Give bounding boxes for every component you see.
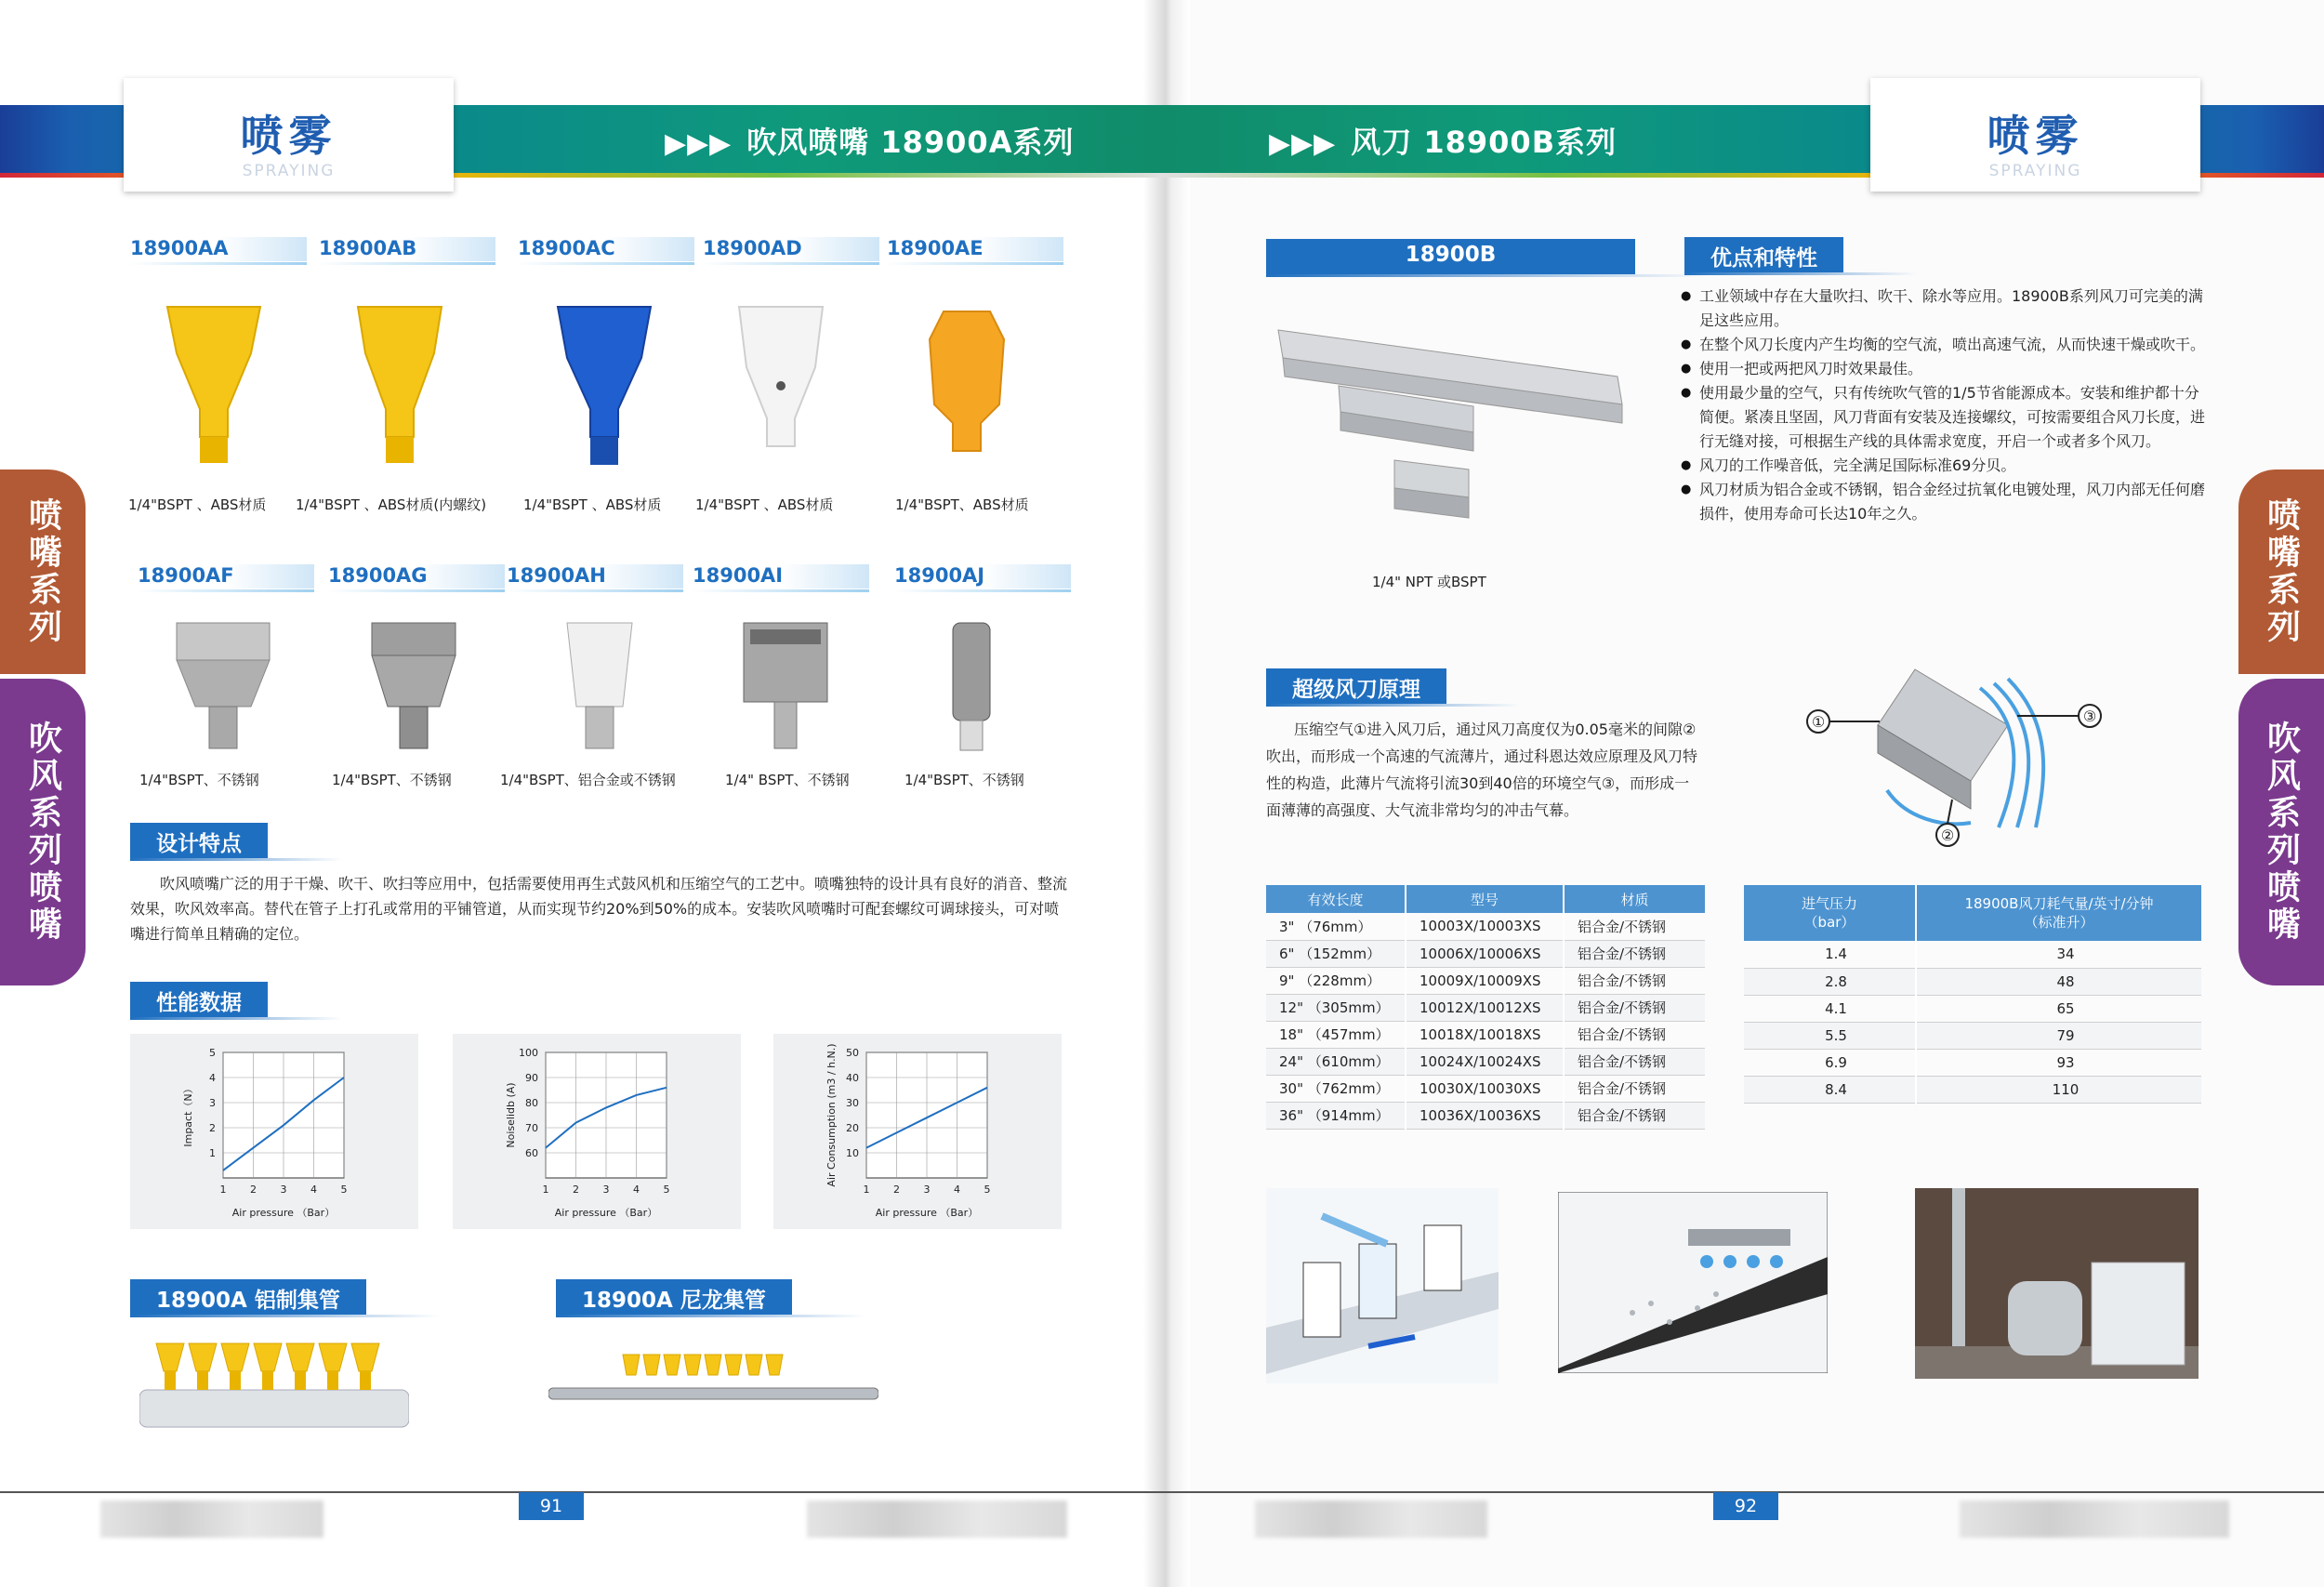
product-description: 1/4"BSPT、不锈钢	[139, 772, 259, 788]
table-row	[1744, 1022, 2201, 1049]
table-cell: 10030X/10030XS	[1406, 1075, 1564, 1102]
table-row	[1266, 994, 1705, 1021]
product-description: 1/4"BSPT、不锈钢	[332, 772, 452, 788]
table-row	[1266, 940, 1705, 967]
product-code: 18900AJ	[894, 564, 1071, 589]
page-number-right: 92	[1713, 1492, 1778, 1520]
table-row	[1744, 941, 2201, 968]
table-row	[1266, 913, 1705, 940]
y-tick-label: 70	[525, 1122, 538, 1134]
logo-en: SPRAYING	[242, 162, 336, 180]
x-tick-label: 3	[923, 1184, 931, 1196]
x-axis-label: Air pressure （Bar）	[875, 1207, 979, 1219]
table-cell: 铝合金/不锈钢	[1564, 1102, 1705, 1129]
diagram-label-1: ①	[1811, 713, 1826, 731]
table-cell: 10018X/10018XS	[1406, 1021, 1564, 1048]
table-cell: 10006X/10006XS	[1406, 940, 1564, 967]
table-cell: 5.5	[1744, 1022, 1916, 1049]
x-tick-label: 3	[280, 1184, 287, 1196]
pressure-table-body	[1744, 941, 2201, 1103]
table-cell: 10024X/10024XS	[1406, 1048, 1564, 1075]
table-header: 型号	[1406, 885, 1564, 913]
table-cell: 铝合金/不锈钢	[1564, 994, 1705, 1021]
logo-cn: 喷雾	[240, 111, 337, 161]
nozzle-ad-image	[730, 298, 832, 474]
logo-right	[1870, 78, 2200, 192]
x-tick-label: 1	[219, 1184, 227, 1196]
y-tick-label: 90	[525, 1072, 538, 1084]
y-axis-label: Noiselidb (A)	[505, 1082, 517, 1148]
feature-item: ● 风刀的工作噪音低，完全满足国际标准69分贝。	[1681, 454, 2211, 478]
product-description: 1/4"BSPT 、ABS材质	[128, 496, 267, 513]
air-consumption-chart	[773, 1034, 1062, 1229]
y-tick-label: 60	[525, 1147, 538, 1159]
y-tick-label: 80	[525, 1097, 538, 1109]
x-tick-label: 4	[954, 1184, 960, 1196]
air-knife-image	[1274, 302, 1636, 525]
table-cell: 30" （762mm）	[1266, 1075, 1406, 1102]
feature-item: ● 工业领域中存在大量吹扫、吹干、除水等应用。18900B系列风刀可完美的满足这些应用。	[1681, 284, 2211, 333]
table-cell: 铝合金/不锈钢	[1564, 913, 1705, 940]
features-list	[1681, 284, 2211, 526]
nozzle-ag-image	[367, 618, 460, 758]
table-cell: 36" （914mm）	[1266, 1102, 1406, 1129]
table-header-row	[1266, 885, 1705, 913]
feature-item: ● 使用一把或两把风刀时效果最佳。	[1681, 357, 2211, 381]
table-cell: 铝合金/不锈钢	[1564, 1021, 1705, 1048]
table-cell: 79	[1916, 1022, 2201, 1049]
table-cell: 4.1	[1744, 995, 1916, 1022]
product-code: 18900AD	[703, 237, 879, 261]
y-tick-label: 30	[846, 1097, 859, 1109]
table-header: 18900B风刀耗气量/英寸/分钟 （标准升）	[1916, 885, 2201, 941]
product-code: 18900AG	[328, 564, 505, 589]
table-cell: 铝合金/不锈钢	[1564, 1048, 1705, 1075]
table-row	[1266, 967, 1705, 994]
table-cell: 65	[1916, 995, 2201, 1022]
product-description: 1/4"BSPT 、ABS材质	[523, 496, 662, 513]
product-code: 18900AE	[887, 237, 1063, 261]
table-row	[1744, 968, 2201, 995]
product-code: 18900AB	[319, 237, 495, 261]
table-cell: 18" （457mm）	[1266, 1021, 1406, 1048]
aluminum-manifold-image	[139, 1339, 409, 1441]
length-table-body	[1266, 913, 1705, 1129]
diagram-label-3: ③	[2082, 708, 2097, 725]
product-code: 18900AH	[507, 564, 683, 589]
table-cell: 3" （76mm）	[1266, 913, 1406, 940]
x-tick-label: 2	[573, 1184, 579, 1196]
table-cell: 10009X/10009XS	[1406, 967, 1564, 994]
x-tick-label: 1	[863, 1184, 870, 1196]
product-description: 1/4"BSPT、ABS材质	[895, 496, 1029, 513]
table-cell: 93	[1916, 1049, 2201, 1076]
table-cell: 铝合金/不锈钢	[1564, 1075, 1705, 1102]
table-header-row	[1744, 885, 2201, 941]
nozzle-ae-image	[920, 302, 1013, 469]
logo-cn: 喷雾	[1987, 111, 2084, 161]
pressure-consumption-table	[1744, 885, 2201, 1104]
table-row	[1744, 1076, 2201, 1103]
side-tab-nozzle-series: 喷嘴系列	[0, 469, 86, 674]
side-tab-nozzle-series: 喷嘴系列	[2238, 469, 2324, 674]
side-tab-blow-series: 吹风系列喷嘴	[0, 679, 86, 985]
y-tick-label: 2	[209, 1122, 216, 1134]
table-cell: 6" （152mm）	[1266, 940, 1406, 967]
feature-item: ● 风刀材质为铝合金或不锈钢，铝合金经过抗氧化电镀处理，风刀内部无任何磨损件，使用寿命可长达10年之久。	[1681, 478, 2211, 526]
air-consumption-chart-svg	[773, 1034, 1062, 1229]
y-axis-label: Impact（N）	[182, 1083, 194, 1147]
y-tick-label: 10	[846, 1147, 859, 1159]
air-knife-caption: 1/4" NPT 或BSPT	[1372, 574, 1486, 590]
table-cell: 铝合金/不锈钢	[1564, 967, 1705, 994]
x-tick-label: 1	[542, 1184, 549, 1196]
blurred-footer-text	[1255, 1501, 1487, 1538]
blurred-footer-text	[1960, 1501, 2229, 1538]
design-features-heading: 设计特点	[130, 823, 268, 858]
arrow-icon: ▶▶▶	[665, 127, 733, 160]
table-cell: 6.9	[1744, 1049, 1916, 1076]
x-tick-label: 4	[310, 1184, 317, 1196]
nozzle-ac-image	[548, 298, 660, 474]
table-row	[1744, 1049, 2201, 1076]
nylon-manifold-heading: 18900A 尼龙集管	[556, 1279, 792, 1315]
x-tick-label: 2	[893, 1184, 900, 1196]
arrow-icon: ▶▶▶	[1269, 127, 1337, 160]
impact-chart	[130, 1034, 418, 1229]
impact-chart-svg	[130, 1034, 418, 1229]
book-gutter	[1143, 0, 1190, 1587]
x-tick-label: 4	[633, 1184, 640, 1196]
table-row	[1744, 995, 2201, 1022]
product-description: 1/4"BSPT、铝合金或不锈钢	[500, 772, 676, 788]
table-row	[1266, 1102, 1705, 1129]
blurred-footer-text	[100, 1501, 324, 1538]
aluminum-manifold-heading: 18900A 铝制集管	[130, 1279, 366, 1315]
y-tick-label: 1	[209, 1147, 216, 1159]
y-tick-label: 4	[209, 1072, 216, 1084]
diagram-label-2: ②	[1940, 827, 1955, 844]
application-image-conveyor	[1558, 1192, 1828, 1373]
product-description: 1/4"BSPT、不锈钢	[905, 772, 1024, 788]
table-row	[1266, 1075, 1705, 1102]
nozzle-aa-image	[158, 298, 270, 474]
product-description: 1/4"BSPT 、ABS材质(内螺纹)	[296, 496, 487, 513]
product-description: 1/4"BSPT 、ABS材质	[695, 496, 834, 513]
table-row	[1266, 1021, 1705, 1048]
table-cell: 24" （610mm）	[1266, 1048, 1406, 1075]
application-image-bottles	[1266, 1188, 1499, 1383]
features-heading: 优点和特性	[1684, 237, 1843, 272]
blurred-footer-text	[807, 1501, 1067, 1538]
y-tick-label: 20	[846, 1122, 859, 1134]
feature-item: ● 在整个风刀长度内产生均衡的空气流，喷出高速气流，从而快速干燥或吹干。	[1681, 333, 2211, 357]
table-cell: 铝合金/不锈钢	[1564, 940, 1705, 967]
product-code: 18900AI	[693, 564, 869, 589]
noise-chart	[453, 1034, 741, 1229]
table-cell: 1.4	[1744, 941, 1916, 968]
table-cell: 10012X/10012XS	[1406, 994, 1564, 1021]
table-cell: 8.4	[1744, 1076, 1916, 1103]
air-knife-principle-diagram	[1794, 651, 2110, 855]
noise-chart-svg	[453, 1034, 741, 1229]
nylon-manifold-image	[548, 1353, 878, 1408]
x-axis-label: Air pressure （Bar）	[554, 1207, 658, 1219]
length-spec-table	[1266, 885, 1705, 1130]
product-description: 1/4" BSPT、不锈钢	[725, 772, 850, 788]
x-tick-label: 2	[250, 1184, 257, 1196]
principle-heading: 超级风刀原理	[1266, 668, 1446, 704]
nozzle-ab-image	[349, 298, 451, 474]
table-row	[1266, 1048, 1705, 1075]
y-tick-label: 100	[519, 1047, 538, 1059]
y-tick-label: 5	[209, 1047, 216, 1059]
nozzle-aj-image	[944, 618, 999, 758]
table-cell: 110	[1916, 1076, 2201, 1103]
x-tick-label: 5	[984, 1184, 991, 1196]
feature-item: ● 使用最少量的空气，只有传统吹气管的1/5节省能源成本。安装和维护都十分简便。紧凑且坚固，风刀背面有安装及连接螺纹，可按需要组合风刀长度，进行无缝对接，可根据生产线的具体需求宽度，开启一个或者多个风刀。	[1681, 381, 2211, 454]
table-cell: 34	[1916, 941, 2201, 968]
nozzle-af-image	[172, 618, 274, 758]
product-18900b-heading: 18900B	[1266, 239, 1635, 274]
performance-data-heading: 性能数据	[130, 982, 268, 1017]
logo-left	[124, 78, 454, 192]
table-cell: 9" （228mm）	[1266, 967, 1406, 994]
table-cell: 10003X/10003XS	[1406, 913, 1564, 940]
product-code: 18900AA	[130, 237, 307, 261]
nozzle-ah-image	[562, 618, 637, 758]
y-axis-label: Air Consumption (m3 / h.N.)	[825, 1043, 838, 1187]
x-tick-label: 5	[340, 1184, 348, 1196]
table-header: 有效长度	[1266, 885, 1406, 913]
page-number-left: 91	[519, 1492, 584, 1520]
product-code: 18900AC	[518, 237, 694, 261]
logo-en: SPRAYING	[1988, 162, 2082, 180]
table-cell: 48	[1916, 968, 2201, 995]
page-title-right: ▶▶▶ 风刀 18900B系列	[1269, 125, 1618, 160]
x-tick-label: 5	[663, 1184, 670, 1196]
page-title-left: ▶▶▶ 吹风喷嘴 18900A系列	[665, 125, 1075, 160]
x-axis-label: Air pressure （Bar）	[231, 1207, 336, 1219]
table-header: 进气压力 （bar）	[1744, 885, 1916, 941]
y-tick-label: 3	[209, 1097, 216, 1109]
product-code: 18900AF	[138, 564, 314, 589]
table-cell: 2.8	[1744, 968, 1916, 995]
side-tab-blow-series: 吹风系列喷嘴	[2238, 679, 2324, 985]
table-cell: 10036X/10036XS	[1406, 1102, 1564, 1129]
table-header: 材质	[1564, 885, 1705, 913]
table-cell: 12" （305mm）	[1266, 994, 1406, 1021]
nozzle-ai-image	[739, 618, 832, 758]
principle-text: 压缩空气①进入风刀后，通过风刀高度仅为0.05毫米的间隙②吹出，而形成一个高速的气流薄片，通过科恩达效应原理及风刀特性的构造，此薄片气流将引流30到40倍的环境空气③，而形成一面薄薄的高强度、大气流非常均匀的冲击气幕。	[1266, 721, 1698, 819]
design-features-text: 吹风喷嘴广泛的用于干燥、吹干、吹扫等应用中，包括需要使用再生式鼓风机和压缩空气的工艺中。喷嘴独特的设计具有良好的消音、整流效果，吹风效率高。替代在管子上打孔或常用的平铺管道，从而实现节约20%到50%的成本。安装吹风喷嘴时可配套螺纹可调球接头，可对喷嘴进行简单且精确的定位。	[130, 875, 1068, 943]
x-tick-label: 3	[602, 1184, 610, 1196]
y-tick-label: 40	[846, 1072, 859, 1084]
application-image-equipment	[1915, 1188, 2199, 1379]
y-tick-label: 50	[846, 1047, 859, 1059]
